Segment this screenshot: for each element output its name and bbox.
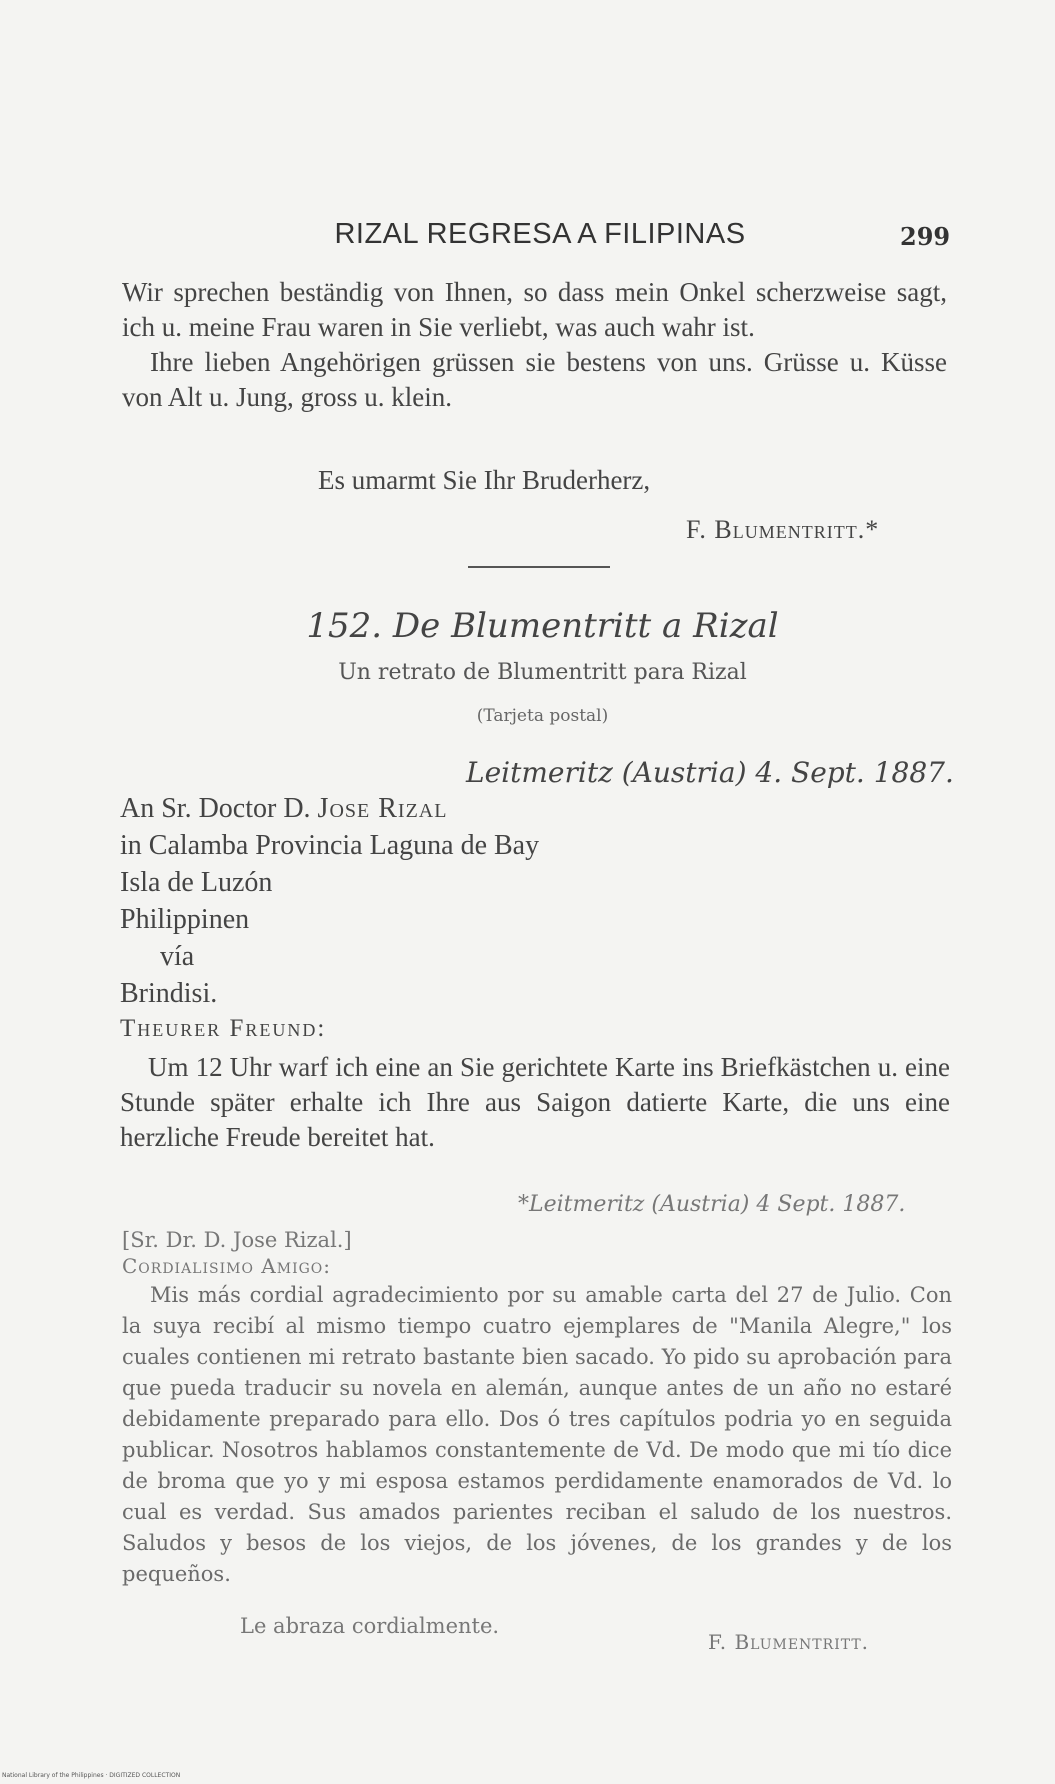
footnote-signature: F. Blumentritt. [708, 1630, 870, 1654]
address-line3: Isla de Luzón [120, 867, 273, 898]
letter-address [120, 790, 539, 1012]
letter-note: (Tarjeta postal) [476, 706, 609, 726]
top-letter-para1: Wir sprechen beständig von Ihnen, so dass mein Onkel scherzweise sagt, ich u. meine Frau waren in Sie verliebt, was auch wahr ist. [122, 277, 947, 342]
address-line2: in Calamba Provincia Laguna de Bay [120, 830, 540, 861]
letter-greeting: Theurer Freund: [120, 1015, 327, 1042]
address-line5: vía [160, 941, 195, 972]
letter-body-text: Um 12 Uhr warf ich eine an Sie gerichtete Karte ins Briefkästchen u. eine Stunde später erhalte ich Ihre aus Saigon datierte Karte, die uns eine herzliche Freude bereitet hat. [120, 1052, 950, 1152]
top-letter-signature: F. Blumentritt.* [686, 515, 880, 544]
footnote-greeting: Cordialisimo Amigo: [122, 1254, 332, 1278]
page-number: 299 [900, 222, 951, 251]
address-line1-prefix: An Sr. Doctor D. [120, 793, 318, 824]
section-divider [468, 566, 610, 568]
letter-dateline: Leitmeritz (Austria) 4. Sept. 1887. [466, 756, 954, 789]
footnote-closing: Le abraza cordialmente. [240, 1614, 500, 1638]
running-header-title: RIZAL REGRESA A FILIPINAS [334, 218, 746, 250]
top-letter-para2-text: Ihre lieben Angehörigen grüssen sie bestens von uns. Grüsse u. Küsse von Alt u. Jung, gross u. klein. [122, 347, 947, 412]
address-line1 [120, 790, 539, 827]
footnote-address: [Sr. Dr. D. Jose Rizal.] [122, 1228, 352, 1252]
letter-subtitle: Un retrato de Blumentritt para Rizal [338, 660, 747, 685]
letter-heading: 152. De Blumentritt a Rizal [306, 606, 779, 646]
footnote-dateline: *Leitmeritz (Austria) 4 Sept. 1887. [518, 1192, 906, 1217]
top-letter-para2 [122, 345, 947, 415]
top-letter-closing: Es umarmt Sie Ihr Bruderherz, [318, 465, 651, 495]
address-line4: Philippinen [120, 904, 250, 935]
footer-credit: National Library of the Philippines · DIGITIZED COLLECTION [2, 1772, 181, 1779]
address-line6: Brindisi. [120, 978, 218, 1009]
letter-body [120, 1050, 950, 1155]
footnote-body-text: Mis más cordial agradecimiento por su amable carta del 27 de Julio. Con la suya recibí al mismo tiempo cuatro ejemplares de "Manila Alegre," los cuales contienen mi retrato bastante bien sacado. Yo pido su aprobación para que pueda traducir su novela en alemán, aunque antes de un año no estaré debidamente preparado para ello. Dos ó tres capítulos podria yo en seguida publicar. Nosotros hablamos constantemente de Vd. De modo que mi tío dice de broma que yo y mi esposa estamos perdidamente enamorados de Vd. lo cual es verdad. Sus amados parientes reciban el saludo de los nuestros. Saludos y besos de los viejos, de los jóvenes, de los grandes y de los pequeños. [122, 1283, 952, 1586]
footnote-body [122, 1280, 952, 1590]
address-line1-name: Jose Rizal [317, 793, 448, 824]
top-letter-body [122, 275, 947, 415]
